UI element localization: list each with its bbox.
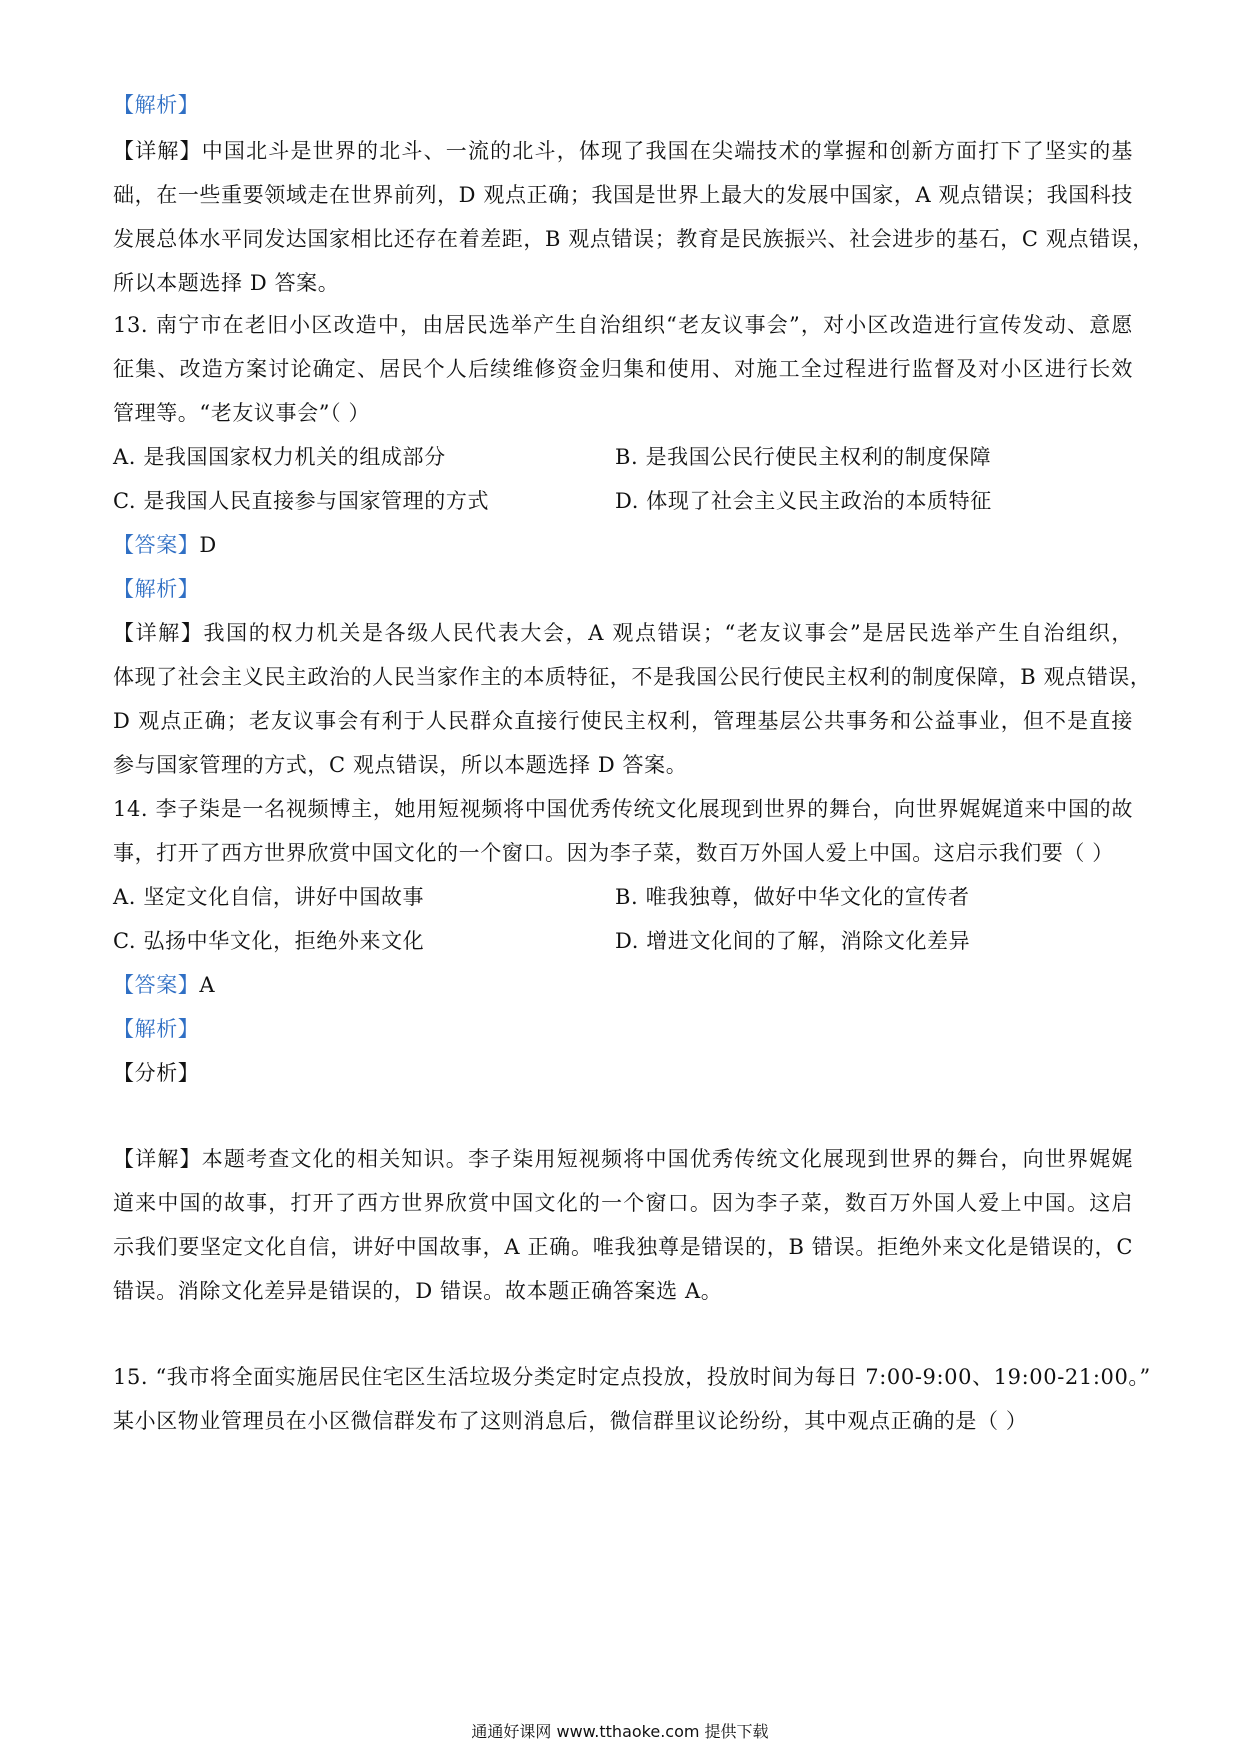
detail-line: 【详解】中国北斗是世界的北斗、一流的北斗，体现了我国在尖端技术的掌握和创新方面打下了坚实的基 (113, 139, 1133, 163)
q13-answer (113, 530, 1133, 560)
q13-detail-line: 参与国家管理的方式，C 观点错误，所以本题选择 D 答案。 (113, 753, 688, 777)
answer-label: 【答案】 (113, 973, 200, 997)
answer-value: A (199, 973, 216, 997)
detail-line: 发展总体水平同发达国家相比还存在着差距，B 观点错误；教育是民族振兴、社会进步的基石，C 观点错误， (113, 227, 1154, 251)
q14-option-d: D. 增进文化间的了解，消除文化差异 (615, 929, 971, 953)
q14-detail-line: 错误。消除文化差异是错误的，D 错误。故本题正确答案选 A。 (113, 1279, 723, 1303)
q13-option-d: D. 体现了社会主义民主政治的本质特征 (615, 489, 992, 513)
q13-option-b: B. 是我国公民行使民主权利的制度保障 (615, 445, 992, 469)
q14-option-a: A. 坚定文化自信，讲好中国故事 (113, 885, 425, 909)
q14-fenxi-heading: 【分析】 (113, 1061, 200, 1085)
q14-detail-line: 【详解】本题考查文化的相关知识。李子柒用短视频将中国优秀传统文化展现到世界的舞台，向世界娓娓 (113, 1147, 1133, 1171)
q13-stem-line: 征集、改造方案讨论确定、居民个人后续维修资金归集和使用、对施工全过程进行监督及对小区进行长效 (113, 357, 1133, 381)
q13-option-a: A. 是我国国家权力机关的组成部分 (113, 445, 446, 469)
answer-value: D (199, 533, 217, 557)
q15-stem-line: 15. “我市将全面实施居民住宅区生活垃圾分类定时定点投放，投放时间为每日 7:00-9:00、19:00-21:00。” (113, 1365, 1151, 1389)
q13-detail-line: 体现了社会主义民主政治的人民当家作主的本质特征，不是我国公民行使民主权利的制度保障，B 观点错误， (113, 665, 1152, 689)
q14-stem-line: 14. 李子柒是一名视频博主，她用短视频将中国优秀传统文化展现到世界的舞台，向世界娓娓道来中国的故 (113, 797, 1133, 821)
q15-stem-line: 某小区物业管理员在小区微信群发布了这则消息后，微信群里议论纷纷，其中观点正确的是（ ） (113, 1409, 1028, 1433)
q13-stem-line: 管理等。“老友议事会”（ ） (113, 401, 371, 425)
q14-stem-line: 事，打开了西方世界欣赏中国文化的一个窗口。因为李子菜，数百万外国人爱上中国。这启示我们要（ ） (113, 841, 1114, 865)
q13-detail-line: 【详解】我国的权力机关是各级人民代表大会，A 观点错误；“老友议事会”是居民选举产生自治组织， (113, 621, 1133, 645)
analysis-heading: 【解析】 (113, 93, 200, 117)
answer-label: 【答案】 (113, 533, 200, 557)
detail-line: 所以本题选择 D 答案。 (113, 271, 340, 295)
q13-stem-line: 13. 南宁市在老旧小区改造中，由居民选举产生自治组织“老友议事会”，对小区改造进行宣传发动、意愿 (113, 313, 1133, 337)
q14-detail-line: 示我们要坚定文化自信，讲好中国故事，A 正确。唯我独尊是错误的，B 错误。拒绝外来文化是错误的，C (113, 1235, 1133, 1259)
q14-detail-line: 道来中国的故事，打开了西方世界欣赏中国文化的一个窗口。因为李子菜，数百万外国人爱上中国。这启 (113, 1191, 1133, 1215)
q14-option-b: B. 唯我独尊，做好中华文化的宣传者 (615, 885, 970, 909)
q13-detail-line: D 观点正确；老友议事会有利于人民群众直接行使民主权利，管理基层公共事务和公益事业，但不是直接 (113, 709, 1133, 733)
q13-analysis-heading: 【解析】 (113, 577, 200, 601)
q14-analysis-heading: 【解析】 (113, 1017, 200, 1041)
page-footer: 通通好课网 www.tthaoke.com 提供下载 (471, 1722, 769, 1741)
q13-option-c: C. 是我国人民直接参与国家管理的方式 (113, 489, 490, 513)
q14-option-c: C. 弘扬中华文化，拒绝外来文化 (113, 929, 425, 953)
detail-line: 础，在一些重要领域走在世界前列，D 观点正确；我国是世界上最大的发展中国家，A 观点错误；我国科技 (113, 183, 1133, 207)
q14-answer (113, 970, 1133, 1000)
